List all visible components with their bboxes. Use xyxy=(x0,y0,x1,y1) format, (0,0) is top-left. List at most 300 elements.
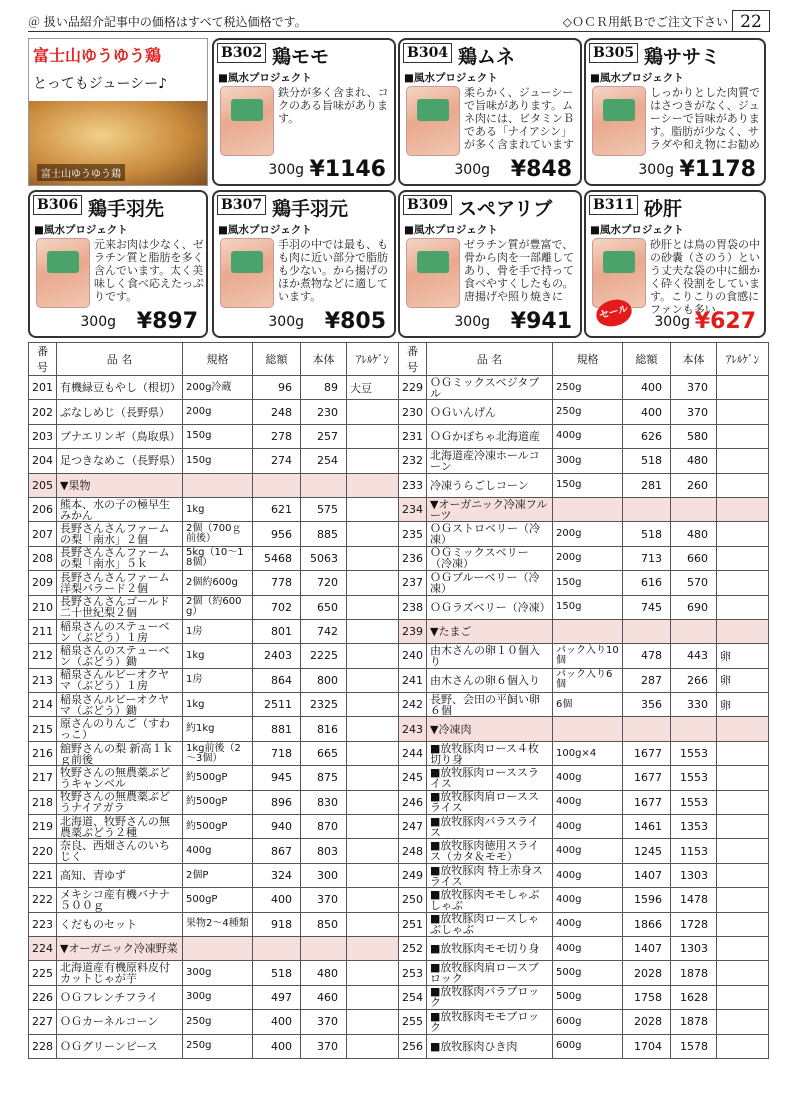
item-spec: 300g xyxy=(183,961,253,985)
category-row xyxy=(399,717,769,741)
item-base: 254 xyxy=(301,449,347,473)
item-total: 96 xyxy=(253,376,301,400)
item-name: ■放牧豚肉肩ロースブロック xyxy=(427,961,553,985)
col-no: 番号 xyxy=(29,343,57,376)
item-allergy xyxy=(347,985,399,1009)
item-spec: 200g xyxy=(183,400,253,424)
item-spec: 約500gP xyxy=(183,815,253,839)
col-no: 番号 xyxy=(399,343,427,376)
item-allergy xyxy=(347,424,399,448)
item-allergy xyxy=(347,571,399,595)
item-name: 冷凍うらごしコーン xyxy=(427,473,553,497)
item-number: 230 xyxy=(399,400,427,424)
item-total: 801 xyxy=(253,619,301,643)
item-name: 稲泉さんのステューベン（ぶどう）鋤 xyxy=(57,644,183,668)
item-spec: 500g xyxy=(553,961,623,985)
table-row xyxy=(29,961,399,985)
col-base: 本体 xyxy=(671,343,717,376)
item-base: 370 xyxy=(671,400,717,424)
product-code: B302 xyxy=(217,43,266,63)
item-spec: パック入り6個 xyxy=(553,668,623,692)
product-code: B304 xyxy=(403,43,452,63)
product-price: ¥848 xyxy=(510,157,572,182)
item-number: 220 xyxy=(29,839,57,863)
item-allergy xyxy=(347,741,399,765)
item-number: 246 xyxy=(399,790,427,814)
item-allergy: 卵 xyxy=(717,693,769,717)
item-name: 由木さんの卵１０個入り xyxy=(427,644,553,668)
item-number: 209 xyxy=(29,571,57,595)
item-name: 北海道、牧野さんの無農薬ぶどう２種 xyxy=(57,815,183,839)
item-base: 230 xyxy=(301,400,347,424)
item-name: 熊本、水の子の極早生みかん xyxy=(57,497,183,521)
item-number: 212 xyxy=(29,644,57,668)
table-row xyxy=(29,522,399,546)
item-spec: 400g xyxy=(553,936,623,960)
item-base: 1878 xyxy=(671,961,717,985)
item-spec: 150g xyxy=(183,424,253,448)
item-number: 216 xyxy=(29,741,57,765)
item-total: 518 xyxy=(253,961,301,985)
item-total: 626 xyxy=(623,424,671,448)
col-base: 本体 xyxy=(301,343,347,376)
item-allergy xyxy=(347,717,399,741)
item-total: 867 xyxy=(253,839,301,863)
item-base xyxy=(671,619,717,643)
table-row xyxy=(399,790,769,814)
item-base: 443 xyxy=(671,644,717,668)
item-allergy xyxy=(717,912,769,936)
item-number: 213 xyxy=(29,668,57,692)
item-spec: 400g xyxy=(553,790,623,814)
table-row xyxy=(399,888,769,912)
item-allergy xyxy=(717,619,769,643)
item-base xyxy=(301,473,347,497)
item-number: 215 xyxy=(29,717,57,741)
item-base: 1553 xyxy=(671,766,717,790)
product-weight: 300g xyxy=(638,162,674,178)
page-number: 22 xyxy=(732,10,770,32)
table-row xyxy=(399,546,769,570)
item-base: 480 xyxy=(301,961,347,985)
item-total: 1677 xyxy=(623,741,671,765)
item-spec: 400g xyxy=(553,912,623,936)
item-base: 300 xyxy=(301,863,347,887)
item-allergy xyxy=(347,668,399,692)
product-package-image xyxy=(220,238,274,308)
item-allergy xyxy=(717,376,769,400)
item-number: 236 xyxy=(399,546,427,570)
item-total xyxy=(253,473,301,497)
item-total: 713 xyxy=(623,546,671,570)
product-weight: 300g xyxy=(454,162,490,178)
item-base: 1628 xyxy=(671,985,717,1009)
col-spec: 規格 xyxy=(183,343,253,376)
item-base: 480 xyxy=(671,449,717,473)
item-name: 長野さんさんファーム洋梨バラード２個 xyxy=(57,571,183,595)
item-base xyxy=(671,717,717,741)
item-base: 575 xyxy=(301,497,347,521)
item-total: 864 xyxy=(253,668,301,692)
item-allergy xyxy=(347,595,399,619)
item-base: 2225 xyxy=(301,644,347,668)
item-base: 370 xyxy=(671,376,717,400)
item-number: 204 xyxy=(29,449,57,473)
item-spec: 500gP xyxy=(183,888,253,912)
item-name: 北海道産有機原料皮付カットじゃが芋 xyxy=(57,961,183,985)
item-name: ■放牧豚肉 特上赤身スライス xyxy=(427,863,553,887)
item-spec: 400g xyxy=(553,815,623,839)
product-card xyxy=(584,38,766,186)
item-base: 720 xyxy=(301,571,347,595)
product-code: B305 xyxy=(589,43,638,63)
item-name: メキシコ産有機バナナ５００ｇ xyxy=(57,888,183,912)
item-number: 237 xyxy=(399,571,427,595)
item-spec: 600g xyxy=(553,1034,623,1058)
item-total: 281 xyxy=(623,473,671,497)
item-spec: 約1kg xyxy=(183,717,253,741)
item-name: 高知、青ゆず xyxy=(57,863,183,887)
category-row xyxy=(399,497,769,521)
product-code: B311 xyxy=(589,195,638,215)
item-total: 945 xyxy=(253,766,301,790)
item-total xyxy=(253,936,301,960)
item-name: ぶなしめじ（長野県） xyxy=(57,400,183,424)
item-base: 1553 xyxy=(671,741,717,765)
table-row xyxy=(399,1010,769,1034)
item-number: 240 xyxy=(399,644,427,668)
item-total: 2511 xyxy=(253,693,301,717)
item-name: ＯＧミックスベリー（冷凍） xyxy=(427,546,553,570)
item-total: 518 xyxy=(623,522,671,546)
item-total xyxy=(623,619,671,643)
item-name: 長野さんさんゴールド二十世紀梨２個 xyxy=(57,595,183,619)
item-name: ■放牧豚肉徳用スライス（カタ＆モモ） xyxy=(427,839,553,863)
item-name: ▼オーガニック冷凍フルーツ xyxy=(427,497,553,521)
item-total: 881 xyxy=(253,717,301,741)
item-allergy xyxy=(717,1034,769,1058)
item-total: 248 xyxy=(253,400,301,424)
item-number: 244 xyxy=(399,741,427,765)
item-number: 255 xyxy=(399,1010,427,1034)
item-base: 690 xyxy=(671,595,717,619)
table-row xyxy=(399,936,769,960)
item-number: 225 xyxy=(29,961,57,985)
item-spec: パック入り10個 xyxy=(553,644,623,668)
product-code: B307 xyxy=(217,195,266,215)
item-name: 有機緑豆もやし（根切） xyxy=(57,376,183,400)
item-number: 203 xyxy=(29,424,57,448)
table-row xyxy=(29,815,399,839)
col-name: 品 名 xyxy=(427,343,553,376)
item-allergy xyxy=(347,1034,399,1058)
table-row xyxy=(399,473,769,497)
hero-subtitle: とってもジューシー♪ xyxy=(33,76,168,92)
item-base: 370 xyxy=(301,888,347,912)
item-total: 718 xyxy=(253,741,301,765)
item-total: 1596 xyxy=(623,888,671,912)
item-total: 778 xyxy=(253,571,301,595)
project-label: ■風水プロジェクト xyxy=(218,224,312,236)
item-total: 497 xyxy=(253,985,301,1009)
product-card xyxy=(212,38,396,186)
item-allergy xyxy=(717,473,769,497)
table-row xyxy=(29,497,399,521)
col-name: 品 名 xyxy=(57,343,183,376)
hero-banner xyxy=(28,38,208,186)
item-base: 2325 xyxy=(301,693,347,717)
item-number: 224 xyxy=(29,936,57,960)
item-base: 803 xyxy=(301,839,347,863)
product-name: 鶏ササミ xyxy=(644,46,721,68)
project-label: ■風水プロジェクト xyxy=(404,224,498,236)
item-name: ＯＧラズベリー（冷凍） xyxy=(427,595,553,619)
table-row xyxy=(29,424,399,448)
item-allergy xyxy=(717,522,769,546)
item-number: 228 xyxy=(29,1034,57,1058)
item-name: 牧野さんの無農薬ぶどうキャンベル xyxy=(57,766,183,790)
item-name: 長野さんさんファームの梨「南水」２個 xyxy=(57,522,183,546)
item-name: 長野、会田の平飼い卵６個 xyxy=(427,693,553,717)
item-number: 253 xyxy=(399,961,427,985)
product-package-image xyxy=(592,238,646,308)
item-total: 1866 xyxy=(623,912,671,936)
item-base: 816 xyxy=(301,717,347,741)
item-number: 239 xyxy=(399,619,427,643)
order-note: ◇ＯＣＲ用紙Ｂでご注文下さい xyxy=(562,15,728,29)
photo-caption: 富士山ゆうゆう鶏 xyxy=(37,164,125,181)
item-spec: 100g×4 xyxy=(553,741,623,765)
table-row xyxy=(399,571,769,595)
item-base xyxy=(671,497,717,521)
item-name: ＯＧいんげん xyxy=(427,400,553,424)
item-number: 245 xyxy=(399,766,427,790)
table-row xyxy=(399,595,769,619)
project-label: ■風水プロジェクト xyxy=(404,72,498,84)
item-spec: 150g xyxy=(183,449,253,473)
item-name: ■放牧豚肉モモブロック xyxy=(427,1010,553,1034)
table-row xyxy=(29,546,399,570)
item-total: 896 xyxy=(253,790,301,814)
item-allergy xyxy=(347,473,399,497)
project-label: ■風水プロジェクト xyxy=(218,72,312,84)
item-allergy xyxy=(347,522,399,546)
item-name: ▼オーガニック冷凍野菜 xyxy=(57,936,183,960)
item-spec: 果物2～4種類 xyxy=(183,912,253,936)
item-total: 1407 xyxy=(623,863,671,887)
table-row xyxy=(29,839,399,863)
table-row xyxy=(29,449,399,473)
item-spec: 250g xyxy=(183,1010,253,1034)
item-name: 稲泉さんルビーオクヤマ（ぶどう）１房 xyxy=(57,668,183,692)
item-name: ■放牧豚肉モモしゃぶしゃぶ xyxy=(427,888,553,912)
item-allergy xyxy=(717,449,769,473)
table-row xyxy=(399,815,769,839)
item-base: 742 xyxy=(301,619,347,643)
item-number: 232 xyxy=(399,449,427,473)
item-spec: 150g xyxy=(553,473,623,497)
product-name: 砂肝 xyxy=(644,198,683,220)
item-spec: 2個（約600g） xyxy=(183,595,253,619)
item-total: 940 xyxy=(253,815,301,839)
table-row xyxy=(29,717,399,741)
item-base: 1303 xyxy=(671,936,717,960)
item-base: 875 xyxy=(301,766,347,790)
item-number: 241 xyxy=(399,668,427,692)
product-price: ¥805 xyxy=(324,309,386,334)
item-allergy xyxy=(347,1010,399,1034)
item-spec: 1kg xyxy=(183,693,253,717)
table-row xyxy=(399,985,769,1009)
page-header xyxy=(28,10,770,32)
item-spec: 1房 xyxy=(183,668,253,692)
item-number: 223 xyxy=(29,912,57,936)
table-row xyxy=(29,668,399,692)
table-row xyxy=(399,741,769,765)
product-package-image xyxy=(220,86,274,156)
item-allergy xyxy=(717,571,769,595)
item-total: 1758 xyxy=(623,985,671,1009)
item-allergy: 卵 xyxy=(717,668,769,692)
item-spec: 約500gP xyxy=(183,766,253,790)
item-allergy xyxy=(347,936,399,960)
item-allergy xyxy=(717,839,769,863)
item-total: 274 xyxy=(253,449,301,473)
item-spec: 6個 xyxy=(553,693,623,717)
product-table-right xyxy=(398,342,769,1059)
item-base: 580 xyxy=(671,424,717,448)
item-total: 5468 xyxy=(253,546,301,570)
item-allergy xyxy=(717,595,769,619)
product-card xyxy=(28,190,208,338)
product-description: 元来お肉は少なく、ゼラチン質と脂肪を多く含んでいます。太く美味しく食べ応えたっぷりです。 xyxy=(94,238,204,303)
item-number: 202 xyxy=(29,400,57,424)
item-spec: 400g xyxy=(553,766,623,790)
product-name: 鶏手羽先 xyxy=(88,198,165,220)
item-total: 400 xyxy=(253,1034,301,1058)
item-total: 400 xyxy=(253,1010,301,1034)
hero-title: 富士山ゆうゆう鶏 xyxy=(33,46,162,65)
item-allergy: 大豆 xyxy=(347,376,399,400)
table-header-row xyxy=(29,343,399,376)
col-total: 総額 xyxy=(253,343,301,376)
item-allergy xyxy=(347,839,399,863)
table-row xyxy=(29,790,399,814)
item-number: 234 xyxy=(399,497,427,521)
item-name: ▼たまご xyxy=(427,619,553,643)
item-number: 206 xyxy=(29,497,57,521)
product-weight: 300g xyxy=(80,314,116,330)
item-number: 229 xyxy=(399,376,427,400)
product-description: しっかりとした肉質ではさつきがなく、ジューシーで旨味があります。脂肪が少なく、サラダや和え物にお勧め xyxy=(650,86,760,151)
item-total: 1677 xyxy=(623,790,671,814)
item-number: 210 xyxy=(29,595,57,619)
item-allergy xyxy=(347,863,399,887)
item-total: 478 xyxy=(623,644,671,668)
item-base: 665 xyxy=(301,741,347,765)
product-weight: 300g xyxy=(268,162,304,178)
table-row xyxy=(29,595,399,619)
item-number: 243 xyxy=(399,717,427,741)
item-spec xyxy=(553,717,623,741)
item-name: ▼冷凍肉 xyxy=(427,717,553,741)
item-base: 1578 xyxy=(671,1034,717,1058)
item-spec: 400g xyxy=(183,839,253,863)
item-spec: 150g xyxy=(553,571,623,595)
product-price: ¥627 xyxy=(694,309,756,334)
item-allergy xyxy=(717,766,769,790)
item-total: 745 xyxy=(623,595,671,619)
item-allergy xyxy=(347,644,399,668)
product-weight: 300g xyxy=(454,314,490,330)
item-name: 牧野さんの無農薬ぶどうナイアガラ xyxy=(57,790,183,814)
product-weight: 300g xyxy=(654,314,690,330)
item-spec: 2個P xyxy=(183,863,253,887)
item-name: 由木さんの卵６個入り xyxy=(427,668,553,692)
item-spec: 400g xyxy=(553,839,623,863)
item-base: 480 xyxy=(671,522,717,546)
product-description: 砂肝とは鳥の胃袋の中の砂嚢（さのう）という丈夫な袋の中に細かく砕く役割をしています。こりこりの食感にファンも多い。 xyxy=(650,238,760,316)
item-base: 1728 xyxy=(671,912,717,936)
product-package-image xyxy=(406,238,460,308)
item-spec: 200g xyxy=(553,546,623,570)
item-total: 356 xyxy=(623,693,671,717)
product-package-image xyxy=(592,86,646,156)
item-name: ＯＧかぼちゃ北海道産 xyxy=(427,424,553,448)
item-spec: 400g xyxy=(553,424,623,448)
item-allergy xyxy=(347,497,399,521)
product-card xyxy=(398,190,582,338)
item-name: 足つきなめこ（長野県） xyxy=(57,449,183,473)
item-base: 800 xyxy=(301,668,347,692)
item-base xyxy=(301,936,347,960)
table-row xyxy=(29,644,399,668)
item-name: 原さんのりんご（すわっこ） xyxy=(57,717,183,741)
product-code: B309 xyxy=(403,195,452,215)
item-number: 207 xyxy=(29,522,57,546)
item-allergy xyxy=(717,717,769,741)
sale-badge: セール xyxy=(593,296,635,330)
product-price: ¥941 xyxy=(510,309,572,334)
table-row xyxy=(399,912,769,936)
item-number: 249 xyxy=(399,863,427,887)
product-code: B306 xyxy=(33,195,82,215)
item-name: ■放牧豚肉ローススライス xyxy=(427,766,553,790)
item-number: 248 xyxy=(399,839,427,863)
item-spec: 1房 xyxy=(183,619,253,643)
item-number: 242 xyxy=(399,693,427,717)
item-spec: 300g xyxy=(183,985,253,1009)
col-allergy: ｱﾚﾙｹﾞﾝ xyxy=(717,343,769,376)
item-number: 233 xyxy=(399,473,427,497)
item-number: 238 xyxy=(399,595,427,619)
tax-notice: ＠ 扱い品紹介記事中の価格はすべて税込価格です。 xyxy=(28,15,307,29)
table-row xyxy=(29,571,399,595)
product-price: ¥1146 xyxy=(309,157,386,182)
item-base: 1478 xyxy=(671,888,717,912)
table-row xyxy=(29,912,399,936)
item-spec: 1kg前後（2～3個） xyxy=(183,741,253,765)
project-label: ■風水プロジェクト xyxy=(590,224,684,236)
item-spec: 5kg（10～18個） xyxy=(183,546,253,570)
col-total: 総額 xyxy=(623,343,671,376)
item-base: 885 xyxy=(301,522,347,546)
item-name: ＯＧグリーンピース xyxy=(57,1034,183,1058)
product-price: ¥1178 xyxy=(679,157,756,182)
item-allergy xyxy=(717,985,769,1009)
item-allergy xyxy=(347,449,399,473)
table-row xyxy=(399,424,769,448)
